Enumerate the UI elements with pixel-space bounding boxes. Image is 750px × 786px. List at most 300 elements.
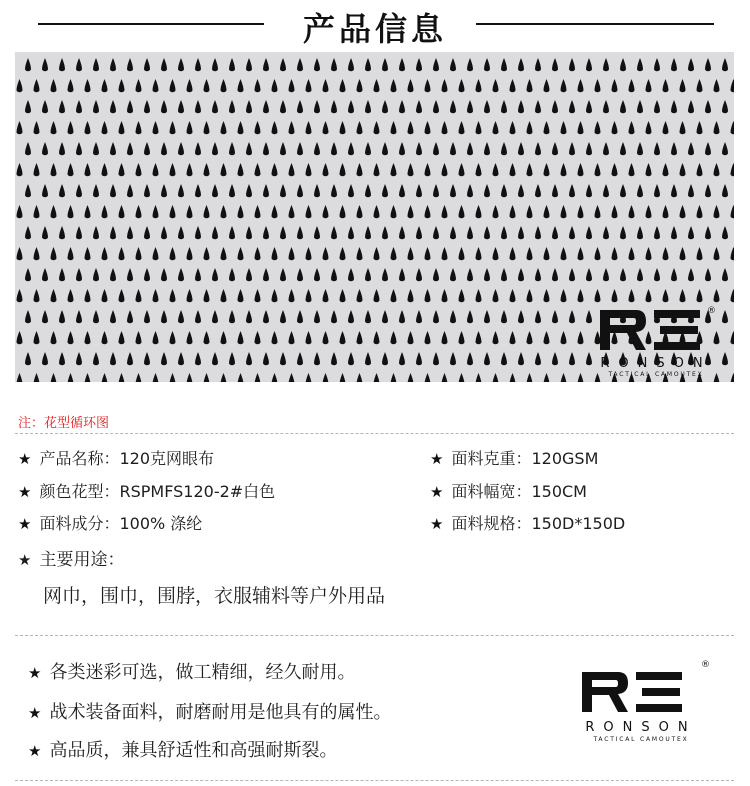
mesh-hole — [306, 331, 312, 344]
mesh-hole — [110, 310, 116, 323]
mesh-hole — [102, 79, 108, 92]
mesh-hole — [603, 58, 609, 71]
mesh-hole — [229, 226, 235, 239]
mesh-hole — [170, 373, 176, 382]
mesh-hole — [382, 184, 388, 197]
mesh-hole — [246, 58, 252, 71]
mesh-hole — [357, 373, 363, 382]
mesh-hole — [153, 121, 159, 134]
mesh-hole — [705, 142, 711, 155]
mesh-hole — [289, 205, 295, 218]
mesh-hole — [654, 268, 660, 281]
mesh-hole — [374, 289, 380, 302]
mesh-hole — [450, 352, 456, 365]
mesh-hole — [25, 226, 31, 239]
mesh-hole — [510, 289, 516, 302]
mesh-hole — [374, 121, 380, 134]
mesh-hole — [136, 373, 142, 382]
mesh-hole — [357, 289, 363, 302]
mesh-hole — [289, 79, 295, 92]
mesh-hole — [136, 289, 142, 302]
mesh-hole — [391, 373, 397, 382]
mesh-hole — [629, 79, 635, 92]
mesh-hole — [221, 247, 227, 260]
mesh-hole — [348, 226, 354, 239]
mesh-hole — [561, 79, 567, 92]
mesh-hole — [85, 121, 91, 134]
mesh-hole — [331, 58, 337, 71]
mesh-hole — [357, 163, 363, 176]
mesh-hole — [637, 142, 643, 155]
mesh-hole — [501, 142, 507, 155]
mesh-hole — [102, 373, 108, 382]
mesh-hole — [646, 205, 652, 218]
mesh-hole — [263, 352, 269, 365]
mesh-hole — [433, 142, 439, 155]
mesh-hole — [187, 247, 193, 260]
mesh-hole — [42, 226, 48, 239]
mesh-hole — [51, 205, 57, 218]
mesh-hole — [493, 79, 499, 92]
mesh-hole — [654, 100, 660, 113]
mesh-hole — [212, 58, 218, 71]
mesh-hole — [153, 373, 159, 382]
mesh-hole — [68, 289, 74, 302]
mesh-hole — [688, 100, 694, 113]
mesh-hole — [595, 247, 601, 260]
mesh-hole — [501, 184, 507, 197]
mesh-hole — [365, 58, 371, 71]
mesh-hole — [221, 205, 227, 218]
mesh-hole — [578, 79, 584, 92]
mesh-hole — [272, 121, 278, 134]
page-title: 产品信息 — [302, 10, 447, 48]
mesh-hole — [365, 352, 371, 365]
mesh-hole — [280, 142, 286, 155]
mesh-hole — [620, 58, 626, 71]
mesh-hole — [493, 121, 499, 134]
mesh-hole — [722, 310, 728, 323]
spec-color-pattern — [18, 479, 275, 502]
mesh-hole — [391, 247, 397, 260]
mesh-hole — [731, 79, 734, 92]
mesh-hole — [93, 352, 99, 365]
mesh-hole — [195, 142, 201, 155]
mesh-hole — [195, 226, 201, 239]
registered-mark: ® — [707, 306, 716, 316]
mesh-hole — [153, 247, 159, 260]
mesh-hole — [119, 79, 125, 92]
mesh-hole — [136, 79, 142, 92]
mesh-hole — [246, 226, 252, 239]
mesh-hole — [331, 310, 337, 323]
mesh-hole — [93, 226, 99, 239]
mesh-hole — [59, 142, 65, 155]
mesh-hole — [476, 331, 482, 344]
mesh-hole — [323, 205, 329, 218]
mesh-hole — [688, 142, 694, 155]
mesh-hole — [688, 268, 694, 281]
mesh-hole — [467, 352, 473, 365]
mesh-hole — [586, 226, 592, 239]
mesh-hole — [204, 331, 210, 344]
mesh-hole — [399, 352, 405, 365]
mesh-hole — [280, 58, 286, 71]
mesh-hole — [212, 226, 218, 239]
mesh-hole — [136, 121, 142, 134]
mesh-hole — [42, 310, 48, 323]
feature-item — [28, 736, 337, 762]
spec-value: 150D*150D — [531, 514, 626, 533]
mesh-hole — [161, 184, 167, 197]
mesh-hole — [382, 226, 388, 239]
mesh-hole — [612, 205, 618, 218]
mesh-hole — [136, 205, 142, 218]
mesh-hole — [17, 121, 23, 134]
mesh-hole — [272, 163, 278, 176]
mesh-hole — [467, 226, 473, 239]
mesh-hole — [688, 184, 694, 197]
mesh-hole — [646, 121, 652, 134]
mesh-hole — [348, 310, 354, 323]
mesh-hole — [518, 352, 524, 365]
divider — [15, 635, 734, 636]
mesh-hole — [450, 268, 456, 281]
mesh-hole — [178, 268, 184, 281]
mesh-hole — [144, 184, 150, 197]
mesh-hole — [637, 268, 643, 281]
spec-weight — [430, 446, 598, 469]
mesh-hole — [637, 226, 643, 239]
mesh-hole — [467, 58, 473, 71]
mesh-hole — [127, 100, 133, 113]
mesh-hole — [527, 121, 533, 134]
mesh-hole — [229, 58, 235, 71]
spec-value: 120克网眼布 — [119, 449, 215, 468]
mesh-hole — [399, 142, 405, 155]
mesh-hole — [569, 310, 575, 323]
mesh-hole — [306, 205, 312, 218]
mesh-hole — [688, 226, 694, 239]
mesh-hole — [17, 247, 23, 260]
mesh-hole — [348, 142, 354, 155]
mesh-hole — [25, 58, 31, 71]
mesh-hole — [535, 100, 541, 113]
mesh-hole — [442, 205, 448, 218]
mesh-hole — [442, 163, 448, 176]
mesh-hole — [297, 226, 303, 239]
mesh-hole — [297, 310, 303, 323]
mesh-hole — [722, 268, 728, 281]
mesh-hole — [263, 226, 269, 239]
mesh-hole — [484, 142, 490, 155]
mesh-hole — [425, 373, 431, 382]
mesh-hole — [59, 352, 65, 365]
mesh-hole — [127, 352, 133, 365]
mesh-hole — [323, 163, 329, 176]
mesh-hole — [323, 373, 329, 382]
mesh-hole — [110, 268, 116, 281]
feature-text: 各类迷彩可选，做工精细，经久耐用。 — [49, 662, 356, 683]
feature-text: 战术装备面料，耐磨耐用是他具有的属性。 — [49, 702, 392, 723]
mesh-hole — [195, 100, 201, 113]
mesh-hole — [110, 58, 116, 71]
mesh-hole — [76, 142, 82, 155]
mesh-hole — [76, 268, 82, 281]
mesh-hole — [306, 79, 312, 92]
mesh-hole — [127, 226, 133, 239]
mesh-hole — [204, 289, 210, 302]
mesh-hole — [705, 226, 711, 239]
mesh-hole — [629, 205, 635, 218]
star-icon: ★ — [18, 450, 32, 468]
mesh-hole — [433, 268, 439, 281]
star-icon: ★ — [430, 483, 444, 501]
mesh-hole — [51, 289, 57, 302]
mesh-hole — [187, 373, 193, 382]
mesh-hole — [535, 352, 541, 365]
mesh-hole — [425, 205, 431, 218]
mesh-hole — [552, 268, 558, 281]
mesh-hole — [416, 226, 422, 239]
mesh-hole — [51, 121, 57, 134]
mesh-hole — [34, 373, 40, 382]
mesh-hole — [731, 205, 734, 218]
mesh-hole — [595, 121, 601, 134]
mesh-hole — [102, 163, 108, 176]
mesh-hole — [637, 100, 643, 113]
mesh-hole — [544, 331, 550, 344]
mesh-hole — [425, 247, 431, 260]
spec-value: 150CM — [531, 482, 587, 501]
mesh-hole — [340, 121, 346, 134]
mesh-hole — [629, 247, 635, 260]
mesh-hole — [204, 163, 210, 176]
mesh-hole — [697, 289, 703, 302]
mesh-hole — [629, 121, 635, 134]
mesh-hole — [331, 184, 337, 197]
mesh-hole — [663, 79, 669, 92]
mesh-hole — [510, 205, 516, 218]
mesh-hole — [280, 226, 286, 239]
mesh-hole — [654, 226, 660, 239]
mesh-hole — [170, 79, 176, 92]
spec-label: 面料成分： — [39, 514, 120, 533]
mesh-hole — [416, 58, 422, 71]
mesh-hole — [340, 247, 346, 260]
mesh-hole — [110, 352, 116, 365]
mesh-hole — [408, 205, 414, 218]
mesh-hole — [212, 142, 218, 155]
mesh-hole — [612, 163, 618, 176]
mesh-hole — [161, 100, 167, 113]
mesh-hole — [195, 268, 201, 281]
mesh-hole — [357, 121, 363, 134]
mesh-hole — [212, 268, 218, 281]
mesh-hole — [93, 310, 99, 323]
mesh-hole — [714, 163, 720, 176]
mesh-hole — [595, 289, 601, 302]
mesh-hole — [85, 289, 91, 302]
mesh-hole — [450, 142, 456, 155]
mesh-hole — [25, 100, 31, 113]
mesh-hole — [433, 184, 439, 197]
mesh-hole — [663, 121, 669, 134]
mesh-hole — [654, 184, 660, 197]
spec-value: 100% 涤纶 — [119, 514, 203, 533]
mesh-hole — [314, 58, 320, 71]
mesh-hole — [527, 289, 533, 302]
mesh-hole — [34, 205, 40, 218]
spec-product-name — [18, 446, 214, 469]
mesh-hole — [51, 79, 57, 92]
mesh-hole — [42, 100, 48, 113]
spec-value: RSPMFS120-2#白色 — [119, 482, 276, 501]
mesh-hole — [467, 310, 473, 323]
mesh-hole — [246, 100, 252, 113]
mesh-hole — [425, 289, 431, 302]
mesh-hole — [603, 268, 609, 281]
mesh-hole — [578, 373, 584, 382]
mesh-hole — [136, 331, 142, 344]
mesh-hole — [663, 163, 669, 176]
mesh-hole — [25, 268, 31, 281]
mesh-hole — [544, 121, 550, 134]
mesh-hole — [484, 184, 490, 197]
mesh-hole — [161, 226, 167, 239]
logo-tagline: TACTICAL CAMOUTEX — [608, 371, 704, 378]
mesh-hole — [119, 205, 125, 218]
mesh-hole — [323, 121, 329, 134]
mesh-hole — [731, 163, 734, 176]
mesh-hole — [348, 184, 354, 197]
mesh-hole — [357, 205, 363, 218]
mesh-hole — [535, 142, 541, 155]
mesh-hole — [314, 352, 320, 365]
mesh-hole — [255, 121, 261, 134]
mesh-hole — [569, 226, 575, 239]
mesh-hole — [25, 352, 31, 365]
mesh-hole — [552, 226, 558, 239]
mesh-hole — [93, 142, 99, 155]
mesh-hole — [484, 58, 490, 71]
mesh-hole — [459, 163, 465, 176]
mesh-hole — [450, 310, 456, 323]
mesh-hole — [688, 58, 694, 71]
mesh-hole — [680, 289, 686, 302]
mesh-hole — [144, 58, 150, 71]
mesh-hole — [348, 352, 354, 365]
mesh-hole — [178, 58, 184, 71]
mesh-hole — [221, 289, 227, 302]
mesh-hole — [272, 247, 278, 260]
mesh-hole — [34, 163, 40, 176]
mesh-hole — [714, 121, 720, 134]
mesh-hole — [467, 268, 473, 281]
mesh-hole — [510, 247, 516, 260]
mesh-hole — [170, 163, 176, 176]
mesh-hole — [620, 268, 626, 281]
mesh-hole — [340, 79, 346, 92]
mesh-hole — [25, 310, 31, 323]
mesh-hole — [527, 79, 533, 92]
mesh-hole — [110, 100, 116, 113]
mesh-hole — [476, 163, 482, 176]
mesh-hole — [450, 226, 456, 239]
mesh-hole — [484, 310, 490, 323]
mesh-hole — [646, 247, 652, 260]
mesh-hole — [714, 205, 720, 218]
section-header — [0, 0, 750, 48]
mesh-hole — [552, 310, 558, 323]
mesh-hole — [705, 184, 711, 197]
mesh-hole — [561, 331, 567, 344]
mesh-hole — [42, 352, 48, 365]
mesh-hole — [42, 268, 48, 281]
mesh-hole — [663, 205, 669, 218]
mesh-hole — [263, 58, 269, 71]
mesh-hole — [544, 247, 550, 260]
mesh-hole — [382, 142, 388, 155]
mesh-hole — [637, 58, 643, 71]
mesh-hole — [680, 247, 686, 260]
mesh-hole — [467, 142, 473, 155]
mesh-hole — [246, 142, 252, 155]
mesh-hole — [153, 331, 159, 344]
mesh-hole — [34, 121, 40, 134]
mesh-hole — [144, 100, 150, 113]
mesh-hole — [161, 268, 167, 281]
mesh-hole — [697, 205, 703, 218]
mesh-hole — [93, 184, 99, 197]
mesh-hole — [187, 331, 193, 344]
mesh-hole — [510, 79, 516, 92]
mesh-hole — [59, 226, 65, 239]
mesh-hole — [510, 163, 516, 176]
star-icon: ★ — [28, 742, 42, 760]
mesh-hole — [697, 121, 703, 134]
mesh-hole — [263, 184, 269, 197]
logo-wordmark: RONSON — [585, 720, 697, 735]
mesh-hole — [348, 58, 354, 71]
mesh-hole — [255, 289, 261, 302]
mesh-hole — [204, 205, 210, 218]
divider — [15, 780, 734, 781]
mesh-hole — [586, 352, 592, 365]
mesh-hole — [714, 289, 720, 302]
star-icon: ★ — [18, 515, 32, 533]
mesh-hole — [17, 163, 23, 176]
mesh-hole — [144, 352, 150, 365]
mesh-hole — [119, 163, 125, 176]
mesh-hole — [195, 310, 201, 323]
mesh-hole — [17, 331, 23, 344]
mesh-hole — [595, 79, 601, 92]
mesh-hole — [280, 310, 286, 323]
mesh-hole — [518, 100, 524, 113]
mesh-hole — [59, 58, 65, 71]
pattern-note: 注：花型循环图 — [18, 416, 110, 431]
mesh-hole — [408, 121, 414, 134]
mesh-hole — [127, 310, 133, 323]
mesh-hole — [229, 100, 235, 113]
mesh-hole — [178, 100, 184, 113]
spec-label: 产品名称： — [39, 449, 120, 468]
mesh-hole — [722, 58, 728, 71]
mesh-hole — [408, 331, 414, 344]
mesh-hole — [272, 289, 278, 302]
mesh-hole — [263, 142, 269, 155]
